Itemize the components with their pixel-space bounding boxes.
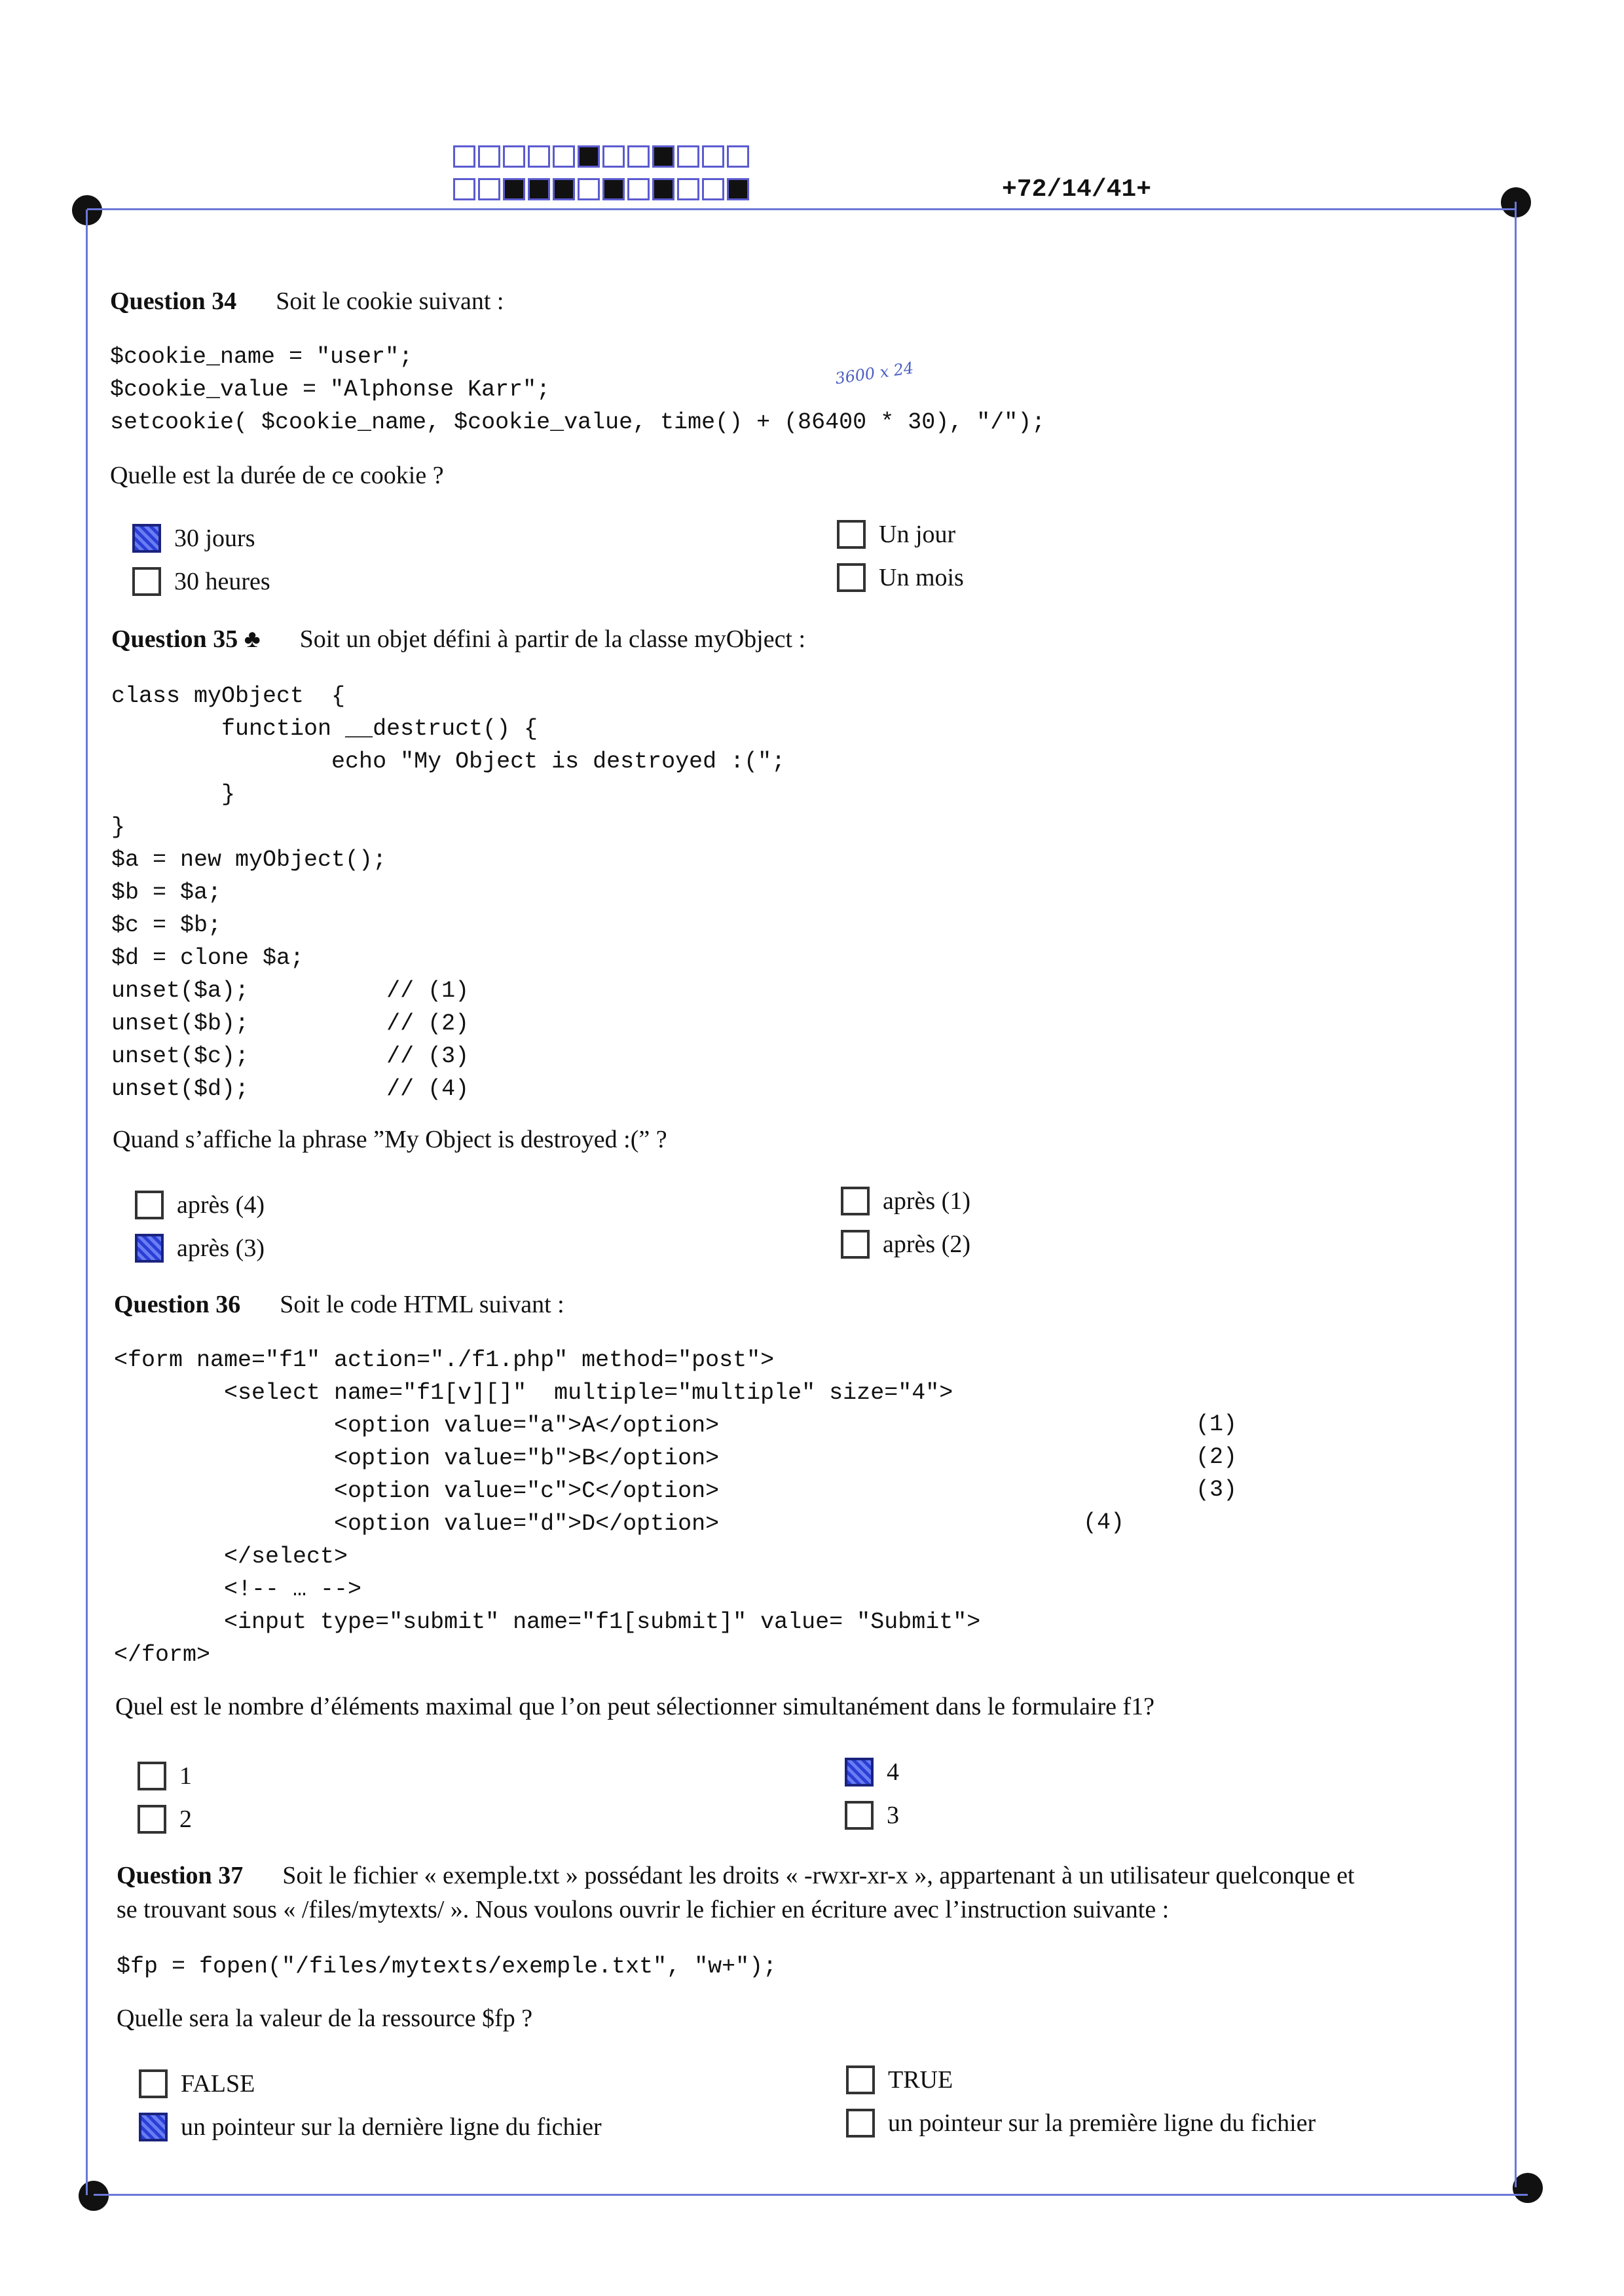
checkbox[interactable]: [837, 520, 866, 549]
q35-intro: Soit un objet défini à partir de la classe myObject :: [299, 625, 806, 653]
q34-choice-un-mois[interactable]: [837, 563, 964, 592]
q36-marker-1: (1): [1196, 1411, 1238, 1437]
frame-left-line: [86, 210, 88, 2195]
barcode-cell: [553, 178, 575, 200]
barcode-cell: [503, 178, 525, 200]
handwritten-annotation: 3600 x 24: [834, 358, 915, 388]
checkbox[interactable]: [132, 567, 161, 596]
barcode-cell: [627, 178, 650, 200]
barcode-cell: [453, 145, 475, 168]
q37-label: Question 37: [117, 1862, 244, 1889]
barcode-cell: [627, 145, 650, 168]
q35-choice-apres-2[interactable]: [841, 1230, 970, 1259]
checkbox[interactable]: [139, 2113, 168, 2141]
sheet-id: +72/14/41+: [1002, 176, 1152, 204]
checkbox[interactable]: [841, 1230, 870, 1259]
q35-choice-apres-3[interactable]: [135, 1234, 265, 1263]
q36-choice-3[interactable]: [845, 1801, 899, 1830]
choice-label: après (4): [177, 1191, 265, 1219]
barcode-cell: [478, 145, 500, 168]
q34-choice-30-heures[interactable]: [132, 567, 270, 596]
q37-choice-premiere-ligne[interactable]: [846, 2109, 1316, 2138]
checkbox[interactable]: [138, 1805, 166, 1834]
q37-intro-line2: se trouvant sous « /files/mytexts/ ». Nous voulons ouvrir le fichier en écriture avec l’instruction suivante :: [117, 1896, 1170, 1923]
corner-mark-bottom-right: [1513, 2173, 1543, 2203]
q36-choice-4[interactable]: [845, 1758, 899, 1787]
barcode-cell: [528, 145, 550, 168]
frame-right-line: [1515, 202, 1517, 2187]
barcode-cell: [528, 178, 550, 200]
barcode-cell: [727, 178, 749, 200]
frame-top-line: [87, 208, 1516, 210]
choice-label: Un jour: [879, 521, 956, 548]
barcode-cell: [453, 178, 475, 200]
checkbox[interactable]: [845, 1801, 874, 1830]
choice-label: un pointeur sur la dernière ligne du fichier: [181, 2113, 602, 2141]
choice-label: FALSE: [181, 2070, 255, 2098]
q36-title: [114, 1290, 564, 1319]
q34-question: Quelle est la durée de ce cookie ?: [110, 462, 444, 489]
checkbox[interactable]: [837, 563, 866, 592]
choice-label: 1: [179, 1762, 192, 1790]
q37-intro-line1: Soit le fichier « exemple.txt » possédant les droits « -rwxr-xr-x », appartenant à un utilisateur quelconque et: [282, 1862, 1355, 1889]
barcode-cell: [677, 178, 699, 200]
q36-marker-2: (2): [1196, 1444, 1238, 1470]
q35-choice-apres-1[interactable]: [841, 1187, 970, 1215]
choice-label: 30 heures: [174, 568, 270, 595]
barcode-row-2: [453, 178, 752, 200]
barcode-cell: [602, 178, 625, 200]
choice-label: Un mois: [879, 564, 964, 591]
q35-choice-apres-4[interactable]: [135, 1191, 265, 1219]
q35-label: Question 35 ♣: [111, 625, 261, 653]
q36-choice-2[interactable]: [138, 1805, 192, 1834]
q35-code: class myObject { function __destruct() { echo "My Object is destroyed :("; } } $a = new myObject(); $b = $a; $c = $b; $d = clone $a; unset($a); // (1) unset($b); // (2) unset($c); // (3) unset($d); // (4): [111, 683, 786, 1102]
q35-title: [111, 625, 805, 654]
choice-label: un pointeur sur la première ligne du fichier: [888, 2109, 1316, 2137]
barcode-cell: [727, 145, 749, 168]
q37-choice-false[interactable]: [139, 2069, 255, 2098]
q36-choice-1[interactable]: [138, 1762, 192, 1790]
q34-code: $cookie_name = "user"; $cookie_value = "Alphonse Karr"; setcookie( $cookie_name, $cookie_value, time() + (86400 * 30), "/");: [110, 344, 1046, 435]
choice-label: TRUE: [888, 2066, 953, 2094]
checkbox[interactable]: [135, 1191, 164, 1219]
q34-label: Question 34: [110, 287, 237, 315]
q35-question: Quand s’affiche la phrase ”My Object is destroyed :(” ?: [113, 1126, 667, 1153]
checkbox[interactable]: [135, 1234, 164, 1263]
q37-choice-true[interactable]: [846, 2065, 953, 2094]
checkbox[interactable]: [846, 2065, 875, 2094]
frame-bottom-line: [94, 2194, 1528, 2196]
q34-title: [110, 287, 504, 316]
q37-title: [117, 1861, 1355, 1890]
choice-label: 4: [887, 1758, 899, 1786]
checkbox[interactable]: [845, 1758, 874, 1787]
barcode-cell: [602, 145, 625, 168]
checkbox[interactable]: [132, 524, 161, 553]
q36-code: <form name="f1" action="./f1.php" method="post"> <select name="f1[v][]" multiple="multiple" size="4"> <option value="a">A</option> <option value="b">B</option> <option value="c">C</option> <option value="d">D</option> </select> <!-- … --> <input type="submit" name="f1[submit]" value= "Submit"> </form>: [114, 1347, 981, 1668]
q36-marker-4: (4): [1083, 1509, 1125, 1536]
q34-choice-30-jours[interactable]: [132, 524, 255, 553]
corner-mark-bottom-left: [79, 2181, 109, 2211]
barcode-cell: [503, 145, 525, 168]
barcode-cell: [702, 145, 724, 168]
choice-label: après (3): [177, 1234, 265, 1262]
q37-code: $fp = fopen("/files/mytexts/exemple.txt", "w+");: [117, 1953, 777, 1980]
barcode-cell: [652, 178, 674, 200]
q36-label: Question 36: [114, 1291, 241, 1318]
barcode-cell: [677, 145, 699, 168]
barcode-cell: [578, 145, 600, 168]
choice-label: 3: [887, 1802, 899, 1829]
barcode-cell: [578, 178, 600, 200]
barcode-cell: [652, 145, 674, 168]
barcode-cell: [478, 178, 500, 200]
q37-choice-derniere-ligne[interactable]: [139, 2113, 602, 2141]
barcode-cell: [702, 178, 724, 200]
barcode-row-1: [453, 145, 752, 168]
choice-label: après (2): [883, 1231, 970, 1258]
checkbox[interactable]: [846, 2109, 875, 2138]
q36-question: Quel est le nombre d’éléments maximal que l’on peut sélectionner simultanément dans le formulaire f1?: [115, 1693, 1155, 1720]
q37-question: Quelle sera la valeur de la ressource $fp ?: [117, 2005, 533, 2032]
q34-intro: Soit le cookie suivant :: [276, 287, 504, 315]
choice-label: 2: [179, 1805, 192, 1833]
q36-intro: Soit le code HTML suivant :: [280, 1291, 564, 1318]
choice-label: après (1): [883, 1187, 970, 1215]
choice-label: 30 jours: [174, 525, 255, 552]
barcode-cell: [553, 145, 575, 168]
checkbox[interactable]: [139, 2069, 168, 2098]
q34-choice-un-jour[interactable]: [837, 520, 955, 549]
q36-marker-3: (3): [1196, 1477, 1238, 1503]
checkbox[interactable]: [841, 1187, 870, 1215]
checkbox[interactable]: [138, 1762, 166, 1790]
